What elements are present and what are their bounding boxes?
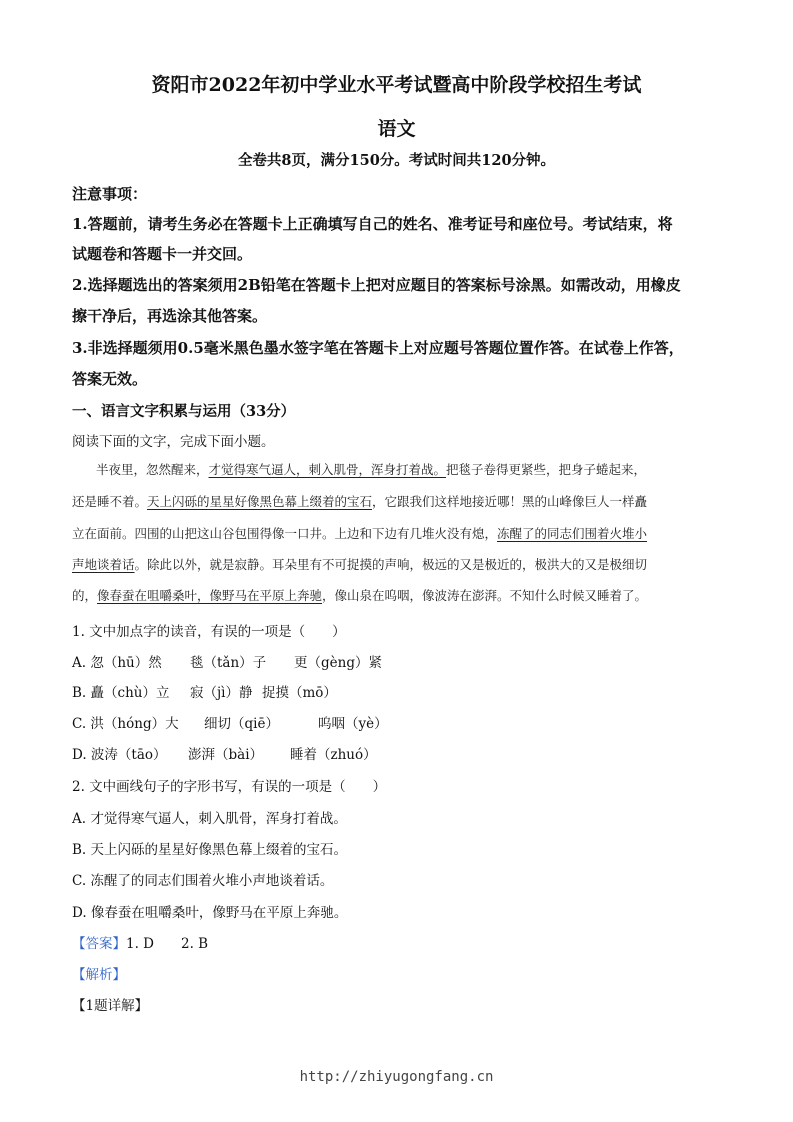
question-1-option-a: A. 忽（hū）然 毯（tǎn）子 更（gèng）紧	[72, 655, 382, 671]
question-2-option-c: C. 冻醒了的同志们围着火堆小声地谈着话。	[72, 873, 334, 889]
subject-title: 语文	[377, 118, 416, 140]
notice-heading: 注意事项：	[72, 185, 148, 203]
answer-text: 1. D 2. B	[126, 936, 209, 952]
underlined-sentence-1: 才觉得寒气逼人，刺入肌骨，浑身打着战。	[208, 462, 447, 477]
passage-line: 声地谈着话。除此以外，就是寂静。耳朵里有不可捉摸的声响，极远的又是极近的，极洪大的又是极细切	[72, 557, 648, 572]
notice-item-3-line-1: 3.非选择题须用0.5毫米黑色墨水签字笔在答题卡上对应题号答题位置作答。在试卷上作答，	[72, 339, 684, 357]
question-2-option-d: D. 像春蚕在咀嚼桑叶，像野马在平原上奔驰。	[72, 905, 348, 921]
underlined-sentence-2: 天上闪砾的星星好像黑色幕上缀着的宝石	[147, 494, 373, 509]
notice-item-1-line-1: 1.答题前，请考生务必在答题卡上正确填写自己的姓名、准考证号和座位号。考试结束，将	[72, 215, 673, 233]
notice-item-1-line-2: 试题卷和答题卡一并交回。	[72, 245, 253, 263]
answer-line	[72, 932, 208, 952]
notice-item-2-line-2: 擦干净后，再选涂其他答案。	[72, 307, 268, 325]
section-1-heading: 一、语言文字积累与运用（33分）	[72, 403, 296, 420]
passage-line: 还是睡不着。天上闪砾的星星好像黑色幕上缀着的宝石，它跟我们这样地接近哪！黑的山峰像巨人一样矗	[72, 494, 648, 509]
question-1-option-b: B. 矗（chù）立 寂（jì）静 捉摸（mō）	[72, 685, 337, 701]
question-2-stem: 2. 文中画线句子的字形书写，有误的一项是（ ）	[72, 779, 387, 795]
underlined-sentence-3-end: 声地谈着话	[72, 557, 135, 572]
passage-line: 立在面前。四围的山把这山谷包围得像一口井。上边和下边有几堆火没有熄，冻醒了的同志们围着火堆小	[72, 526, 648, 541]
passage-line: 半夜里，忽然醒来，才觉得寒气逼人，刺入肌骨，浑身打着战。把毯子卷得更紧些，把身子蜷起来，	[96, 462, 647, 477]
question-1-option-d: D. 波涛（tāo） 澎湃（bài） 睡着（zhuó）	[72, 747, 377, 763]
answer-tag: 【答案】	[72, 936, 126, 952]
question-1-option-c: C. 洪（hóng）大 细切（qiē） 呜咽（yè）	[72, 716, 388, 732]
analysis-tag: 【解析】	[72, 967, 126, 983]
question-1-detail-heading: 【1题详解】	[72, 998, 149, 1014]
footer-url: http://zhiyugongfang.cn	[299, 1069, 494, 1085]
question-1-stem: 1. 文中加点字的读音，有误的一项是（ ）	[72, 624, 346, 640]
section-1-instruction: 阅读下面的文字，完成下面小题。	[72, 434, 275, 450]
notice-item-3-line-2: 答案无效。	[72, 370, 148, 388]
question-2-option-b: B. 天上闪砾的星星好像黑色幕上缀着的宝石。	[72, 842, 348, 858]
underlined-sentence-3: 冻醒了的同志们围着火堆小	[497, 526, 648, 541]
exam-info: 全卷共8页，满分150分。考试时间共120分钟。	[237, 152, 556, 169]
notice-item-2-line-1: 2.选择题选出的答案须用2B铅笔在答题卡上把对应题目的答案标号涂黑。如需改动，用橡皮	[72, 276, 681, 294]
exam-title: 资阳市2022年初中学业水平考试暨高中阶段学校招生考试	[151, 74, 642, 96]
passage-line: 的，像春蚕在咀嚼桑叶，像野马在平原上奔驰，像山泉在呜咽，像波涛在澎湃。不知什么时候又睡着了。	[72, 588, 648, 603]
question-2-option-a: A. 才觉得寒气逼人，刺入肌骨，浑身打着战。	[72, 811, 347, 827]
underlined-sentence-4: 像春蚕在咀嚼桑叶，像野马在平原上奔驰	[97, 588, 323, 603]
